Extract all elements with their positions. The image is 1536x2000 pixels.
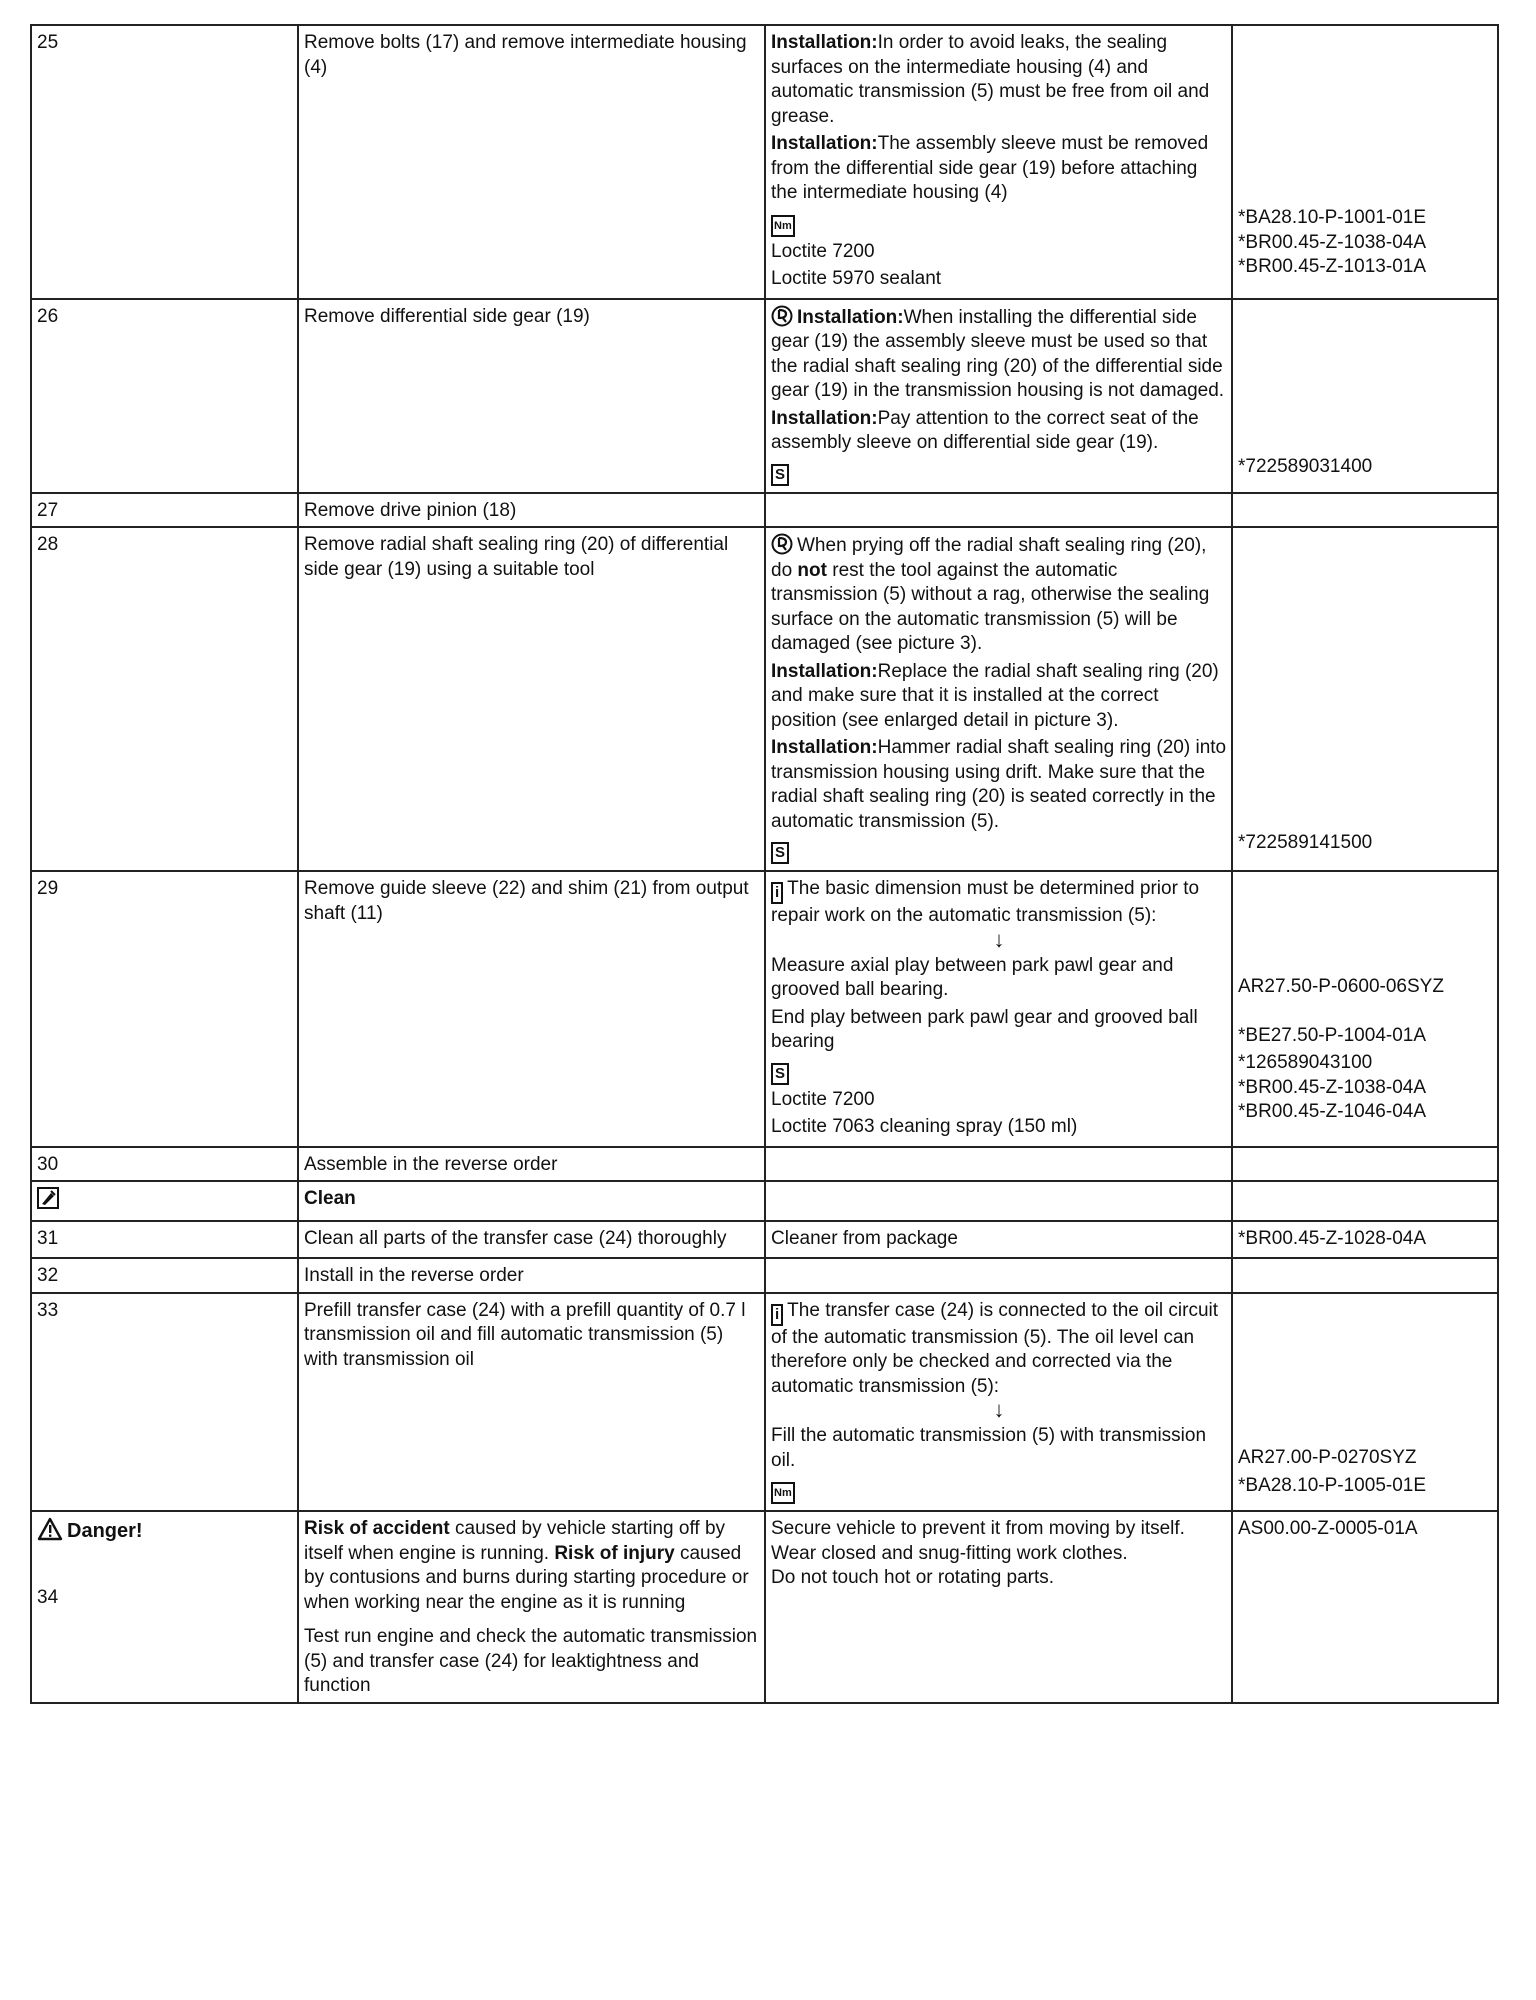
step-number: 27 — [37, 499, 59, 521]
danger-icon — [37, 1520, 67, 1542]
step-cell — [31, 1258, 298, 1293]
risk-text: caused by contusions and burns during starting procedure or when working near the engine as it is running — [304, 1542, 749, 1613]
action-cell — [298, 25, 765, 299]
reference-cell — [1232, 1511, 1498, 1703]
note — [771, 240, 1227, 265]
risk-injury: Risk of injury — [554, 1542, 675, 1564]
reference-cell — [1232, 1221, 1498, 1259]
step-cell — [31, 25, 298, 299]
reference-cell — [1232, 1181, 1498, 1221]
reference-code — [1238, 1299, 1493, 1422]
reference-code: *BR00.45-Z-1046-04A — [1238, 1101, 1426, 1122]
notes-cell — [765, 1181, 1232, 1221]
reference-code: *722589031400 — [1238, 456, 1373, 477]
procedure-table — [30, 24, 1499, 1704]
step-number: 26 — [37, 305, 59, 327]
note-text: When installing the differential side gear (19) the assembly sleeve must be used so that the radial shaft sealing ring (20) of the differential side gear (19) in the transmission housing is not damaged. — [771, 306, 1225, 401]
note — [771, 954, 1227, 1003]
step-cell — [31, 527, 298, 871]
procedure-row — [31, 527, 1498, 871]
procedure-row — [31, 1293, 1498, 1512]
reference-code — [1238, 31, 1493, 129]
step-cell — [31, 1293, 298, 1512]
torque-icon: Nm — [771, 215, 795, 237]
note-text: The transfer case (24) is connected to the oil circuit of the automatic transmission (5). The oil level can therefore only be checked and corrected via the automatic transmission (5): — [771, 1299, 1219, 1397]
info-icon: i — [771, 882, 783, 904]
risk-description — [304, 1517, 760, 1615]
note — [771, 267, 1227, 292]
safety-measures-cell — [765, 1511, 1232, 1703]
procedure-row — [31, 1221, 1498, 1259]
action-cell — [298, 1221, 765, 1259]
step-cell — [31, 1221, 298, 1259]
note-text: Loctite 7063 cleaning spray (150 ml) — [771, 1116, 1078, 1137]
note — [771, 1058, 1227, 1085]
step-cell — [31, 1147, 298, 1182]
installation-label: Installation: — [771, 133, 878, 154]
note — [771, 1115, 1227, 1140]
action-cell — [298, 1147, 765, 1182]
reference-code: *BE27.50-P-1004-01A — [1238, 1025, 1427, 1046]
down-arrow-icon: ↓ — [993, 926, 1005, 952]
reference-cell — [1232, 299, 1498, 493]
danger-cell — [31, 1511, 298, 1703]
danger-text-cell — [298, 1511, 765, 1703]
reference-code — [1238, 877, 1493, 951]
reference-code — [1238, 129, 1493, 203]
action-text: Remove differential side gear (19) — [304, 305, 590, 327]
special-tool-icon: S — [771, 464, 789, 486]
risk-text: caused by vehicle starting off by itself when engine is running. — [304, 1518, 726, 1564]
action-cell — [298, 493, 765, 528]
danger-heading — [37, 1517, 293, 1544]
step-number: 25 — [37, 32, 59, 53]
reference-code — [1238, 657, 1493, 731]
step-cell — [31, 1181, 298, 1221]
reference-code: *BA28.10-P-1001-01E — [1238, 207, 1427, 228]
note — [771, 736, 1227, 834]
step-number: 30 — [37, 1153, 59, 1175]
safety-measure: Secure vehicle to prevent it from moving by itself. — [771, 1518, 1185, 1539]
reference-code: *BR00.45-Z-1028-04A — [1238, 1227, 1426, 1249]
notes-cell — [765, 25, 1232, 299]
note-text: In order to avoid leaks, the sealing surfaces on the intermediate housing (4) and automatic transmission (5) must be free from oil and grease. — [771, 32, 1210, 127]
installation-label: Installation: — [771, 32, 878, 53]
step-number: 31 — [37, 1227, 59, 1249]
step-number: 33 — [37, 1299, 59, 1321]
reference-cell — [1232, 25, 1498, 299]
notes-cell — [765, 1293, 1232, 1512]
note — [771, 1006, 1227, 1055]
step-cell — [31, 871, 298, 1147]
note-text: Loctite 7200 — [771, 240, 875, 262]
special-tool-icon: S — [771, 1063, 789, 1085]
down-arrow-icon: ↓ — [993, 1397, 1005, 1422]
installation-label: Installation: — [797, 306, 904, 328]
special-tool-icon: S — [771, 842, 789, 864]
reference-cell — [1232, 493, 1498, 528]
action-text: Prefill transfer case (24) with a prefill quantity of 0.7 l transmission oil and fill automatic transmission (5) with transmission oil — [304, 1299, 746, 1370]
action-cell — [298, 1181, 765, 1221]
reference-code: *BR00.45-Z-1038-04A — [1238, 1076, 1426, 1098]
note-text: Fill the automatic transmission (5) with transmission oil. — [771, 1425, 1207, 1471]
note-text: The basic dimension must be determined prior to repair work on the automatic transmission (5): — [771, 878, 1200, 926]
note — [771, 837, 1227, 864]
action-text: Assemble in the reverse order — [304, 1153, 558, 1175]
action-text: Test run engine and check the automatic transmission (5) and transfer case (24) for leaktightness and function — [304, 1626, 758, 1696]
note-emphasis: not — [797, 559, 827, 581]
notes-cell — [765, 871, 1232, 1147]
note-text: Loctite 7200 — [771, 1088, 875, 1110]
procedure-row — [31, 1181, 1498, 1221]
step-number: 28 — [37, 534, 59, 555]
clean-icon — [37, 1193, 59, 1214]
note-text: Loctite 5970 sealant — [771, 268, 942, 289]
installation-label: Installation: — [771, 737, 878, 758]
action-cell — [298, 527, 765, 871]
notes-cell — [765, 493, 1232, 528]
section-heading: Clean — [304, 1188, 356, 1209]
procedure-row — [31, 871, 1498, 1147]
note — [771, 305, 1227, 404]
notes-cell — [765, 1147, 1232, 1182]
step-number: 32 — [37, 1265, 59, 1286]
note — [771, 1227, 1227, 1252]
caution-icon — [771, 307, 797, 328]
reference-cell — [1232, 1258, 1498, 1293]
safety-measure: Wear closed and snug-fitting work clothes. — [771, 1542, 1128, 1564]
note — [771, 1476, 1227, 1504]
note — [771, 1424, 1227, 1473]
procedure-row — [31, 493, 1498, 528]
action-text: Remove drive pinion (18) — [304, 499, 517, 521]
installation-label: Installation: — [771, 407, 878, 429]
risk-accident: Risk of accident — [304, 1518, 450, 1539]
note-text: rest the tool against the automatic transmission (5) without a rag, otherwise the sealing surface on the automatic transmission (5) will be damaged (see picture 3). — [771, 559, 1210, 654]
caution-icon — [771, 535, 797, 556]
reference-code: AS00.00-Z-0005-01A — [1238, 1518, 1418, 1539]
reference-code — [1238, 404, 1493, 453]
action-cell — [298, 1293, 765, 1512]
reference-code: *126589043100 — [1238, 1052, 1373, 1073]
note-text: Hammer radial shaft sealing ring (20) into transmission housing using drift. Make sure that the radial shaft sealing ring (20) is seated correctly in the automatic transmission (5). — [771, 737, 1227, 832]
reference-cell — [1232, 1293, 1498, 1512]
note-text: Replace the radial shaft sealing ring (20) and make sure that it is installed at the correct position (see enlarged detail in picture 3). — [771, 660, 1219, 731]
note-text: Cleaner from package — [771, 1227, 958, 1249]
reference-code: *722589141500 — [1238, 831, 1373, 853]
notes-cell — [765, 1258, 1232, 1293]
note — [771, 533, 1227, 657]
torque-icon: Nm — [771, 1482, 795, 1504]
reference-code — [1238, 533, 1493, 657]
action-text: Clean all parts of the transfer case (24) thoroughly — [304, 1227, 727, 1249]
info-icon: i — [771, 1304, 783, 1326]
procedure-row — [31, 1147, 1498, 1182]
note — [771, 209, 1227, 237]
action-cell — [298, 299, 765, 493]
notes-cell — [765, 299, 1232, 493]
step-number: 34 — [37, 1586, 59, 1608]
note-text: When prying off the radial shaft sealing ring (20), do — [771, 535, 1207, 581]
action-text: Remove bolts (17) and remove intermediate housing (4) — [304, 32, 747, 78]
reference-code: *BR00.45-Z-1013-01A — [1238, 256, 1426, 277]
procedure-table-body — [31, 25, 1498, 1703]
danger-label: Danger! — [67, 1520, 143, 1542]
step-number: 29 — [37, 878, 59, 899]
action-text: Remove radial shaft sealing ring (20) of differential side gear (19) using a suitable tool — [304, 534, 729, 580]
note — [771, 1088, 1227, 1113]
procedure-row — [31, 1258, 1498, 1293]
procedure-row — [31, 25, 1498, 299]
action-cell — [298, 1258, 765, 1293]
action-text: Remove guide sleeve (22) and shim (21) from output shaft (11) — [304, 878, 749, 924]
step-cell — [31, 493, 298, 528]
reference-code: *BA28.10-P-1005-01E — [1238, 1474, 1427, 1496]
danger-row — [31, 1511, 1498, 1703]
reference-code — [1238, 730, 1493, 828]
note — [771, 407, 1227, 456]
reference-code: *BR00.45-Z-1038-04A — [1238, 231, 1426, 253]
reference-code: AR27.50-P-0600-06SYZ — [1238, 976, 1444, 997]
notes-cell — [765, 527, 1232, 871]
reference-code — [1238, 305, 1493, 404]
procedure-row — [31, 299, 1498, 493]
reference-code: AR27.00-P-0270SYZ — [1238, 1446, 1417, 1468]
note-text: The assembly sleeve must be removed from the differential side gear (19) before attaching the intermediate housing (4) — [771, 133, 1209, 203]
note-text: Pay attention to the correct seat of the assembly sleeve on differential side gear (19). — [771, 407, 1199, 453]
action-text: Install in the reverse order — [304, 1265, 524, 1286]
note — [771, 1299, 1227, 1422]
note — [771, 877, 1227, 951]
note — [771, 660, 1227, 734]
reference-cell — [1232, 1147, 1498, 1182]
installation-label: Installation: — [771, 660, 878, 682]
reference-cell — [1232, 871, 1498, 1147]
note-text: End play between park pawl gear and grooved ball bearing — [771, 1006, 1198, 1052]
note — [771, 132, 1227, 206]
note — [771, 31, 1227, 129]
note-text: Measure axial play between park pawl gear and grooved ball bearing. — [771, 954, 1174, 1000]
action-cell — [298, 871, 765, 1147]
notes-cell — [765, 1221, 1232, 1259]
safety-measure: Do not touch hot or rotating parts. — [771, 1567, 1055, 1588]
step-cell — [31, 299, 298, 493]
note — [771, 459, 1227, 486]
reference-cell — [1232, 527, 1498, 871]
